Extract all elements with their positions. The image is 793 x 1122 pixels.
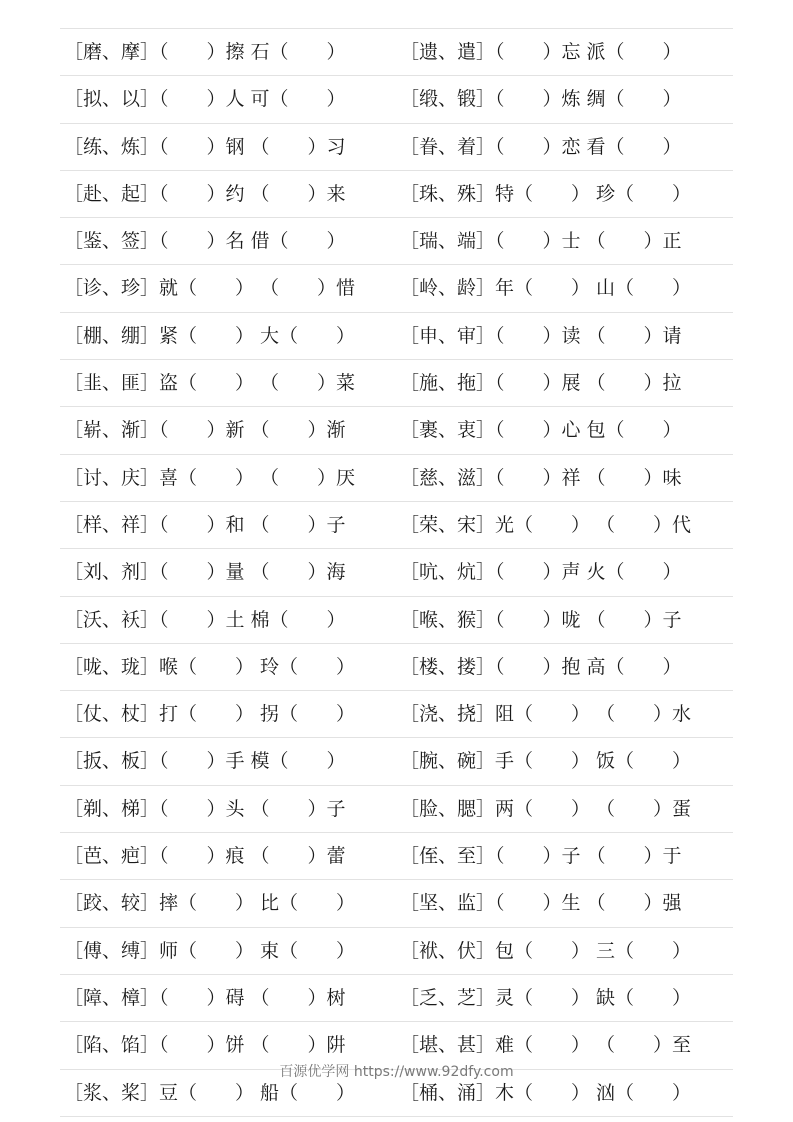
- exercise-row: [60, 28, 733, 75]
- exercise-right: ［岭、龄］年（ ） 山（ ）: [400, 277, 692, 300]
- exercise-row: [60, 501, 733, 548]
- exercise-row: [60, 312, 733, 359]
- exercise-right: ［楼、搂］（ ）抱 高（ ）: [400, 655, 682, 678]
- exercise-left: ［崭、渐］（ ）新 （ ）渐: [64, 419, 346, 442]
- exercise-row: [60, 170, 733, 217]
- exercise-right: ［裹、衷］（ ）心 包（ ）: [400, 419, 682, 442]
- exercise-row: [60, 596, 733, 643]
- exercise-row: [60, 643, 733, 690]
- exercise-row: [60, 217, 733, 264]
- exercise-row: [60, 737, 733, 784]
- exercise-row: [60, 832, 733, 879]
- exercise-row: [60, 879, 733, 926]
- exercise-left: ［仗、杖］打（ ） 拐（ ）: [64, 703, 356, 726]
- exercise-left: ［诊、珍］就（ ） （ ）惜: [64, 277, 356, 300]
- exercise-left: ［赴、起］（ ）约 （ ）来: [64, 182, 346, 205]
- exercise-left: ［陷、馅］（ ）饼 （ ）阱: [64, 1034, 346, 1057]
- exercise-left: ［刘、剂］（ ）量 （ ）海: [64, 561, 346, 584]
- exercise-row: [60, 785, 733, 832]
- exercise-right: ［乏、芝］灵（ ） 缺（ ）: [400, 986, 692, 1009]
- exercise-left: ［鉴、签］（ ）名 借（ ）: [64, 230, 346, 253]
- exercise-row: [60, 974, 733, 1021]
- exercise-right: ［缎、锻］（ ）炼 绸（ ）: [400, 88, 682, 111]
- exercise-row: [60, 264, 733, 311]
- exercise-right: ［荣、宋］光（ ） （ ）代: [400, 513, 692, 536]
- exercise-left: ［障、樟］（ ）碍 （ ）树: [64, 986, 346, 1009]
- exercise-row: [60, 359, 733, 406]
- exercise-left: ［扳、板］（ ）手 模（ ）: [64, 750, 346, 773]
- watermark: 百源优学网 https://www.92dfy.com: [279, 1064, 514, 1080]
- exercise-right: ［眷、着］（ ）恋 看（ ）: [400, 135, 682, 158]
- exercise-left: ［傅、缚］师（ ） 束（ ）: [64, 939, 356, 962]
- exercise-right: ［申、审］（ ）读 （ ）请: [400, 324, 682, 347]
- exercise-left: ［棚、绷］紧（ ） 大（ ）: [64, 324, 356, 347]
- exercise-row: [60, 123, 733, 170]
- exercise-right: ［桶、涌］木（ ） 汹（ ）: [400, 1081, 692, 1104]
- exercise-right: ［袱、伏］包（ ） 三（ ）: [400, 939, 692, 962]
- exercise-row: [60, 75, 733, 122]
- exercise-right: ［侄、至］（ ）子 （ ）于: [400, 845, 682, 868]
- exercise-left: ［浆、桨］豆（ ） 船（ ）: [64, 1081, 356, 1104]
- exercise-right: ［脸、腮］两（ ） （ ）蛋: [400, 797, 692, 820]
- exercise-right: ［瑞、端］（ ）士 （ ）正: [400, 230, 682, 253]
- exercise-left: ［拟、以］（ ）人 可（ ）: [64, 88, 346, 111]
- exercise-right: ［腕、碗］手（ ） 饭（ ）: [400, 750, 692, 773]
- exercise-left: ［跤、较］摔（ ） 比（ ）: [64, 892, 356, 915]
- exercise-row: [60, 454, 733, 501]
- exercise-row: [60, 927, 733, 974]
- exercise-right: ［施、拖］（ ）展 （ ）拉: [400, 372, 682, 395]
- exercise-left: ［样、祥］（ ）和 （ ）子: [64, 513, 346, 536]
- worksheet: [60, 28, 733, 1117]
- exercise-row: [60, 406, 733, 453]
- exercise-right: ［慈、滋］（ ）祥 （ ）味: [400, 466, 682, 489]
- exercise-right: ［吭、炕］（ ）声 火（ ）: [400, 561, 682, 584]
- exercise-left: ［韭、匪］盗（ ） （ ）菜: [64, 372, 356, 395]
- exercise-left: ［磨、摩］（ ）擦 石（ ）: [64, 41, 346, 63]
- exercise-right: ［浇、挠］阻（ ） （ ）水: [400, 703, 692, 726]
- exercise-right: ［珠、殊］特（ ） 珍（ ）: [400, 182, 692, 205]
- exercise-left: ［咙、珑］喉（ ） 玲（ ）: [64, 655, 356, 678]
- exercise-row: [60, 548, 733, 595]
- exercise-left: ［芭、疤］（ ）痕 （ ）蕾: [64, 845, 346, 868]
- exercise-left: ［沃、袄］（ ）土 棉（ ）: [64, 608, 346, 631]
- exercise-left: ［剃、梯］（ ）头 （ ）子: [64, 797, 346, 820]
- exercise-left: ［练、炼］（ ）钢 （ ）习: [64, 135, 346, 158]
- exercise-right: ［喉、猴］（ ）咙 （ ）子: [400, 608, 682, 631]
- exercise-left: ［讨、庆］喜（ ） （ ）厌: [64, 466, 356, 489]
- exercise-right: ［坚、监］（ ）生 （ ）强: [400, 892, 682, 915]
- exercise-right: ［堪、甚］难（ ） （ ）至: [400, 1034, 692, 1057]
- exercise-row: [60, 690, 733, 737]
- exercise-right: ［遗、遣］（ ）忘 派（ ）: [400, 41, 682, 63]
